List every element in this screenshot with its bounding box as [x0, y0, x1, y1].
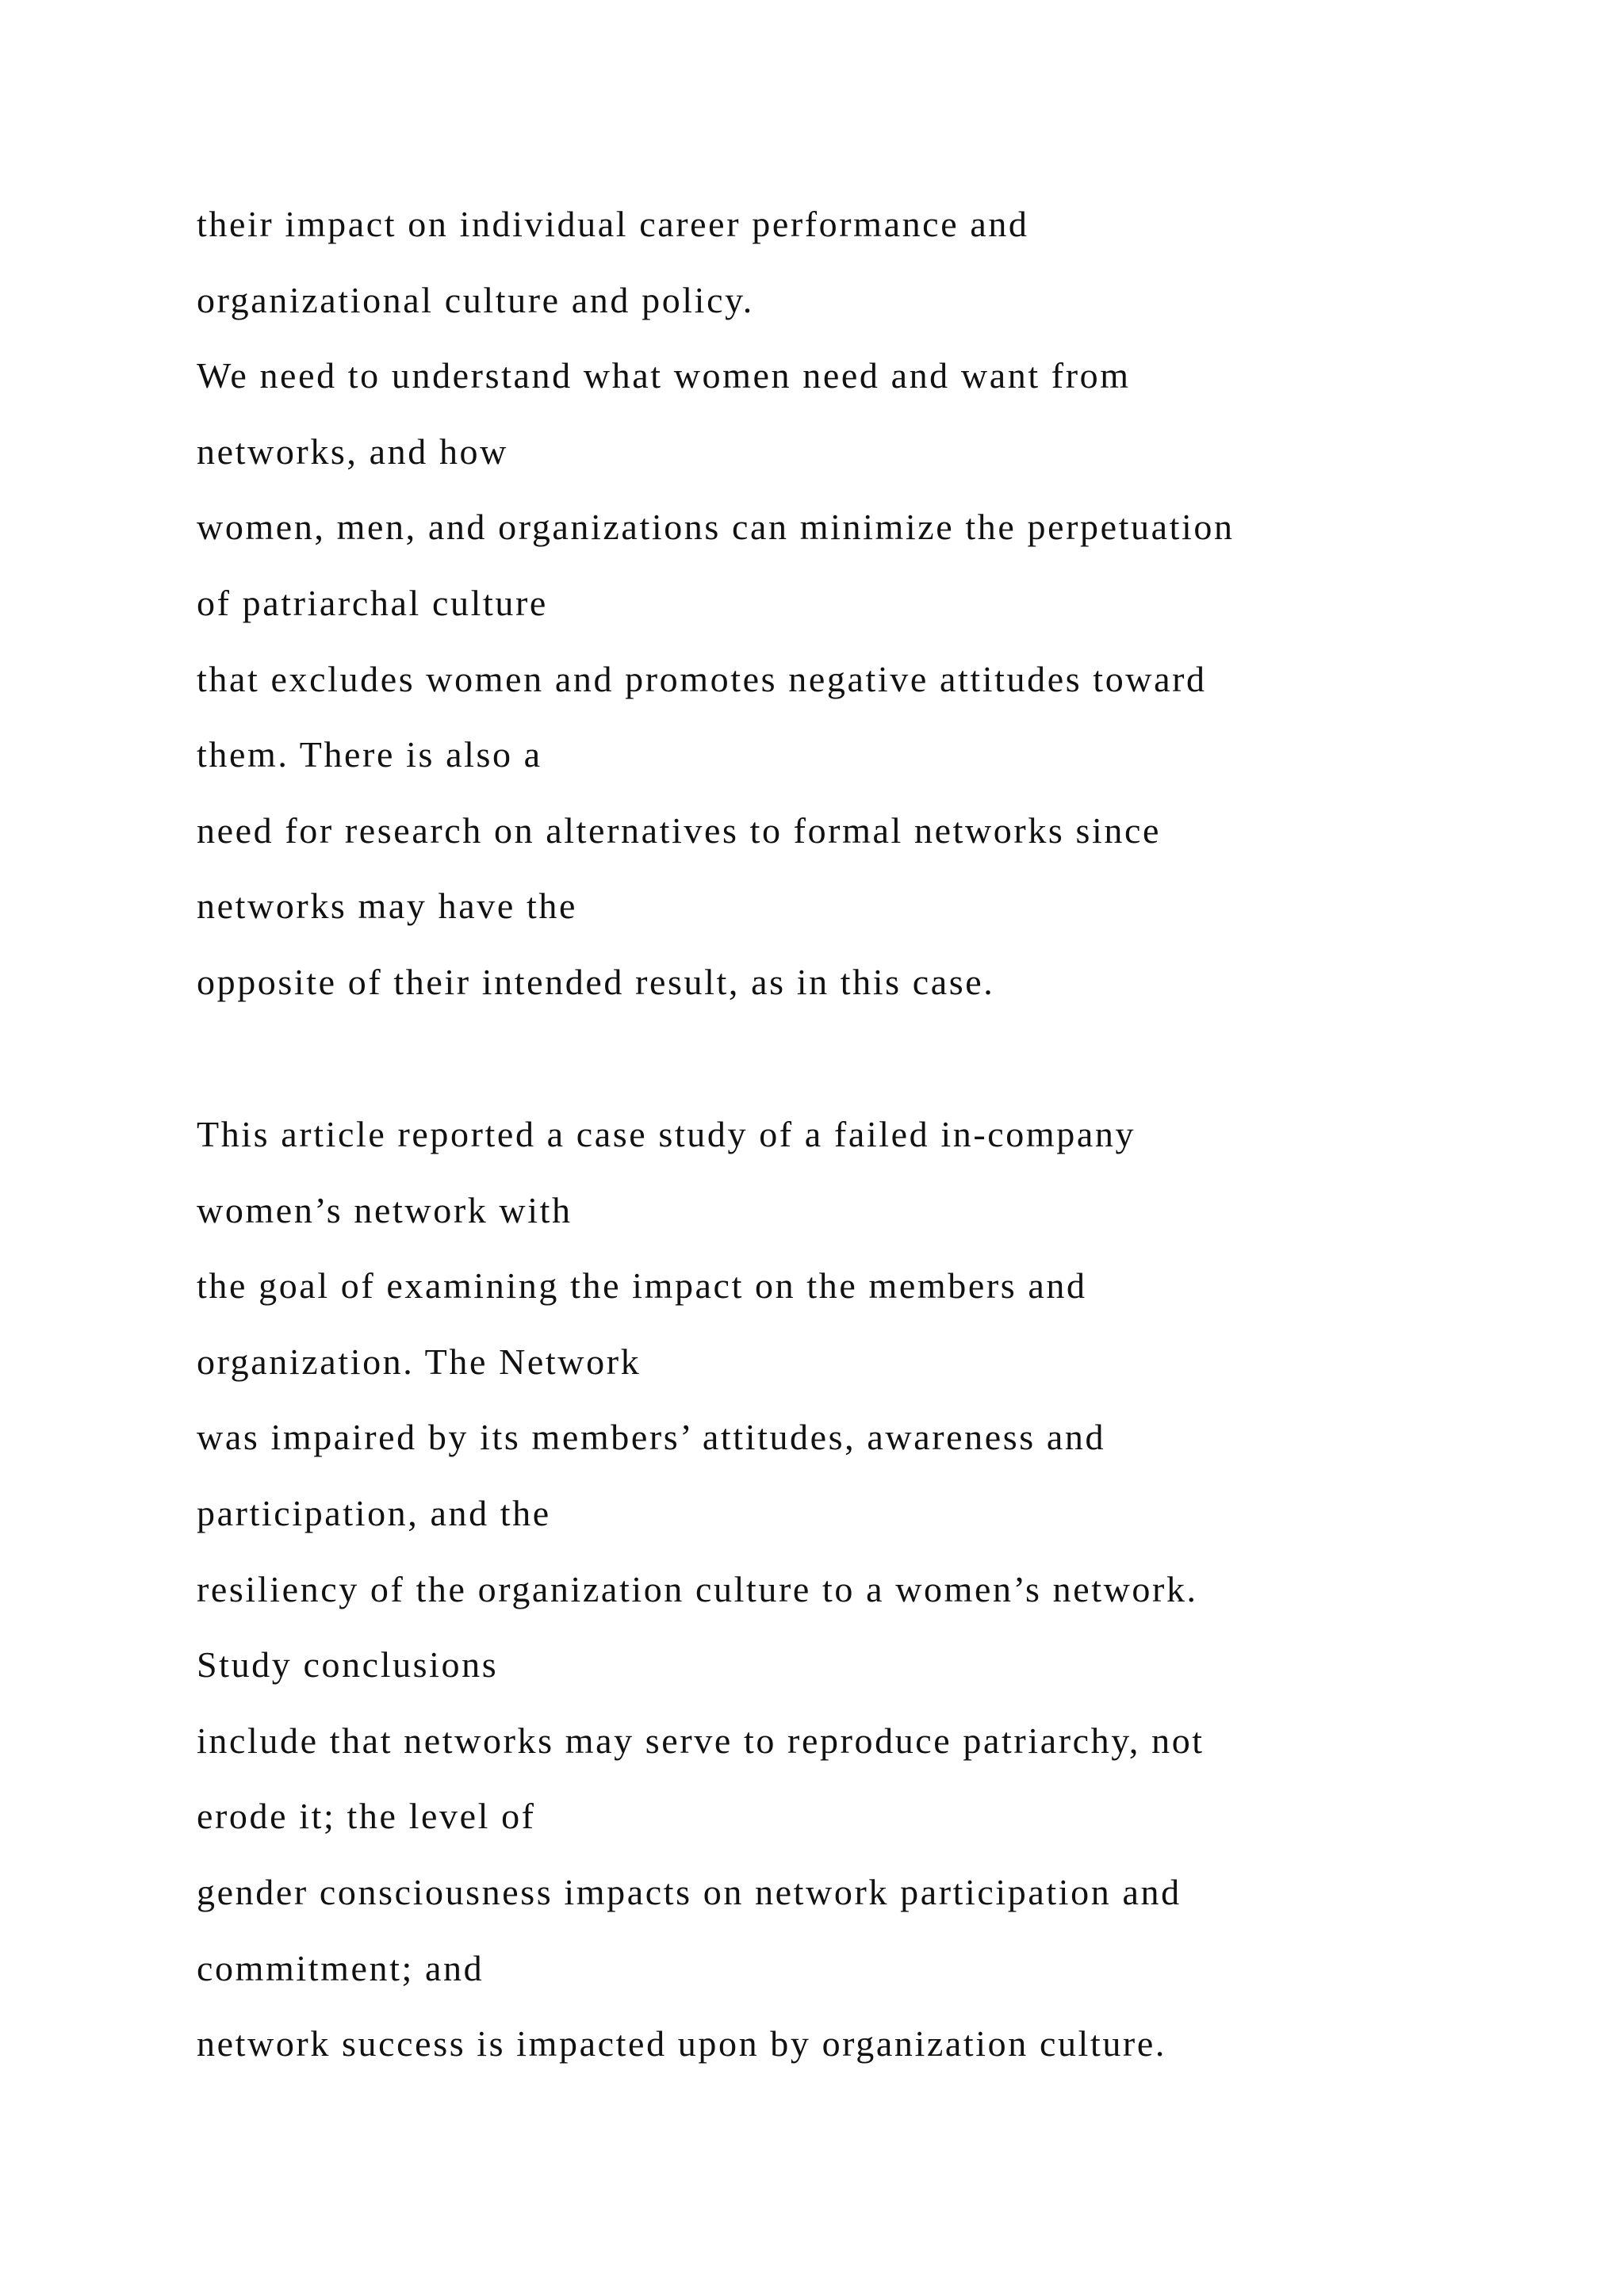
text-line: the goal of examining the impact on the members and [197, 1265, 1087, 1307]
text-line: women’s network with [197, 1189, 573, 1230]
text-line: commitment; and [197, 1947, 485, 1988]
text-line: opposite of their intended result, as in this case. [197, 961, 995, 1002]
text-line: participation, and the [197, 1492, 551, 1533]
text-line: Study conclusions [197, 1644, 499, 1686]
text-line: network success is impacted upon by organization culture. [197, 2023, 1166, 2064]
text-line: include that networks may serve to reproduce patriarchy, not [197, 1720, 1205, 1761]
text-line: This article reported a case study of a failed in-company [197, 1114, 1136, 1154]
text-line: resiliency of the organization culture to a women’s network. [197, 1568, 1198, 1609]
paragraph-2 [197, 1096, 1592, 2082]
text-line: erode it; the level of [197, 1796, 536, 1837]
text-line: We need to understand what women need and want from [197, 355, 1131, 396]
text-line: them. There is also a [197, 734, 542, 775]
text-line: was impaired by its members’ attitudes, awareness and [197, 1417, 1106, 1458]
paragraph-1 [197, 186, 1592, 1020]
text-line: organization. The Network [197, 1341, 642, 1382]
text-line: organizational culture and policy. [197, 279, 754, 320]
text-line: women, men, and organizations can minimize the perpetuation [197, 507, 1235, 548]
text-line: networks, and how [197, 430, 508, 472]
text-line: their impact on individual career performance and [197, 204, 1029, 244]
text-line: that excludes women and promotes negative attitudes toward [197, 658, 1207, 699]
text-line: gender consciousness impacts on network participation and [197, 1871, 1182, 1912]
text-line: of patriarchal culture [197, 582, 548, 623]
text-line: networks may have the [197, 886, 577, 927]
text-line: need for research on alternatives to formal networks since [197, 809, 1162, 851]
